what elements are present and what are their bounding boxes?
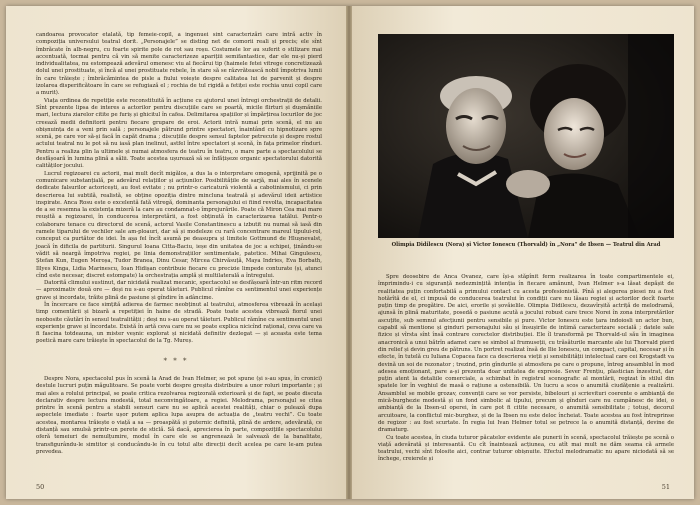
right-paragraph: Spre deosebire de Anca Ovanez, care își-a stăpînit ferm realizarea în toate compartimentele ei, împrimindu-i cu siguranță nedezmințită intenția în fiecare amănunt, Ivan Helmer s-a lăsat depășit de realitatea puțin confortabilă a primului contact cu acesta profesionistă. Pînă și alegerea piesei nu a fost hotărîtă de el, ci impusă de conducerea teatrului în condiții care nu lăsau regiei și actorilor decît foarte puțin timp de pregătire. De aici, erorile și șovăielile. Olimpia Didilescu, dezavîrșită actriță de melodramă, ajunsă în plină maturitate, posedă o pasiune acută a jocului robust care trece Norei în zona interpretărilor ascuțite, sub semnul afecțiunii pentru sensibile și pure. Victor Ionescu este țara indoiosli un actor bun, capabil să mentione și ginduri personajului său și însușirile de intimă caracterizare socială ; datele sale fizice și vîrsta sînt însă contrare corectelor distribuției. Ele îl transformă pe Thorvald-ul său în imaginea anacronică a unui bătrîn adamst care se simbol al frumuseții, cu trăsăturile marcante ale lui Thorvald pierd din relief și devin greu de pătruns. Un portret realizat însă de Ilie Ionescu, un compact, capital, necesar și în efecte, în tutelă cu Iuliana Copacea face ca descrierea vieții și sensibilității intelectual care cei Krogstadt va devină un soi de rezonator ; trezind, prin gîndurile și atmosfera pe care o propune, întreg ansamblul în mod adesea emoționant, pare a-și prezenta doar unitatea de expresie. Sever Frențiu, plastician înzestrat, dar puțin atent la detaliile comerciale, a schimbat în registrul scenografic al montării, regizat în stilul din spatele lor în veghiul de masă o rațiune a ostensibilă. Un lucru a scos o anumită ciudățenie a realizării. Ansamblul se mobile grozav, convenții care se vor persiste, bibelouri și scrievituri coerente o ambianță de mică-burghezie modestă și un fond simbolic al tipului, precum și gînduri care nu cumpănesc de idei, o ambianță de la Ibsen-ul operei, în care pot fi citite necesare, o anumită sensibilitate ; totuși, decorul arcuitoare, la conflictul mic-burghez, și de la Ibsen nu este deloc încheiat. Toate acestea au fost întreprinse de regizor : au fost scurtate. În regia lui Ivan Helmer totul se petrece la o anumită distanță, devine de dramaturg. xyxy=(378,274,674,434)
left-paragraph: Datorită climului sustinut, dar nicidată realizat mecanic, spectacolul se desfășoară într-un ritm record — aproximativ două ore — deși nu s-au operat tăieturi. Publicul rămîne cu sentimentul unei experiențe grave și incordate, trăite plină de pasiune și gîndire în adâncime. xyxy=(36,280,322,301)
left-paragraph: Viața ordinea de repetiție este reconstituită în acțiune cu ajutorul unei întregi orchestrații de detalii. Sînt prezente lipsa de interes a actorilor pentru discuțiile care se poartă, micile flirturi și dușmăniile mari, lectura ziarelor citite pe furiș și ghicitul în cafea. Delimitarea spațiilor și împărțirea locurilor de joc creează medii definitorii pentru fiecare grupare de eroi. Actorii intră numai prin scenă, el nu au obișnuința de a veni prin sală ; personajele pătrund printre spectatori, înaintând cu hipnotizare spre scenă, pe care vor să-și facă în capăt drama ; discuțiile despre sensul faptelor petrecute și despre rostul actului teatral nu le pot să nu iasă plan inelinut, astfel între spectatori și scenă, în fața primelor rînduri. Pentru a realiza plin la ultimele și numai atmosfera de teatru în teatru, o mare parte a spectacolului se desfășoară în lumina plină a sălii. Toate acestea ușurează să se înfățișeze organic spectatorului datorită calităților jocului. xyxy=(36,97,322,170)
page-number-right: 51 xyxy=(661,483,670,491)
right-paragraph: Cu toate acestea, în ciuda tuturor păcatelor evidente ale punerii în scenă, spectacolul trăiește pe scenă o viață adevărată și interesantă. Cu cît înaintează acțiunea, cu atît mai mult ne dăm seama că armele teatrului, vechi sînt folosite aici, contrar tuturor obișnuite. Efectul melodramatic nu apare niciodată să se închege, creierele și xyxy=(378,434,674,463)
photo-illustration xyxy=(378,34,674,238)
right-text xyxy=(378,274,674,464)
book-spread xyxy=(6,6,694,499)
left-paragraph: candoarea provocator etalată, tip femeie-copil, a ingenuei sint caracterizări care intră activ în compoziția universului teatral dorit. „Personajele” se disting net de comorii reali și precis; ele sînt îmbrăcate în alb-negru, cu foarte spirite pole de rot sau roșu. Costumele lor au suferit o stilizare mai accentuată, tocmai pentru că vin să menite caracterizeze aparițiii semifantastice, dar ele nu-și pierd individualitatea, nu estompează adevărul omenesc viu al fiecărui tip (haimele fetei vitrege concretizează dolul unei prostituate, și încă al unei prostituate rebele, în stare să se răzvrătească nobil împotriva lumii în care trăiește ; îmbrăcămintea de pisle a fiului voiește despre calitatea lui de parvenit și despre izolarea disperificătoare în care se refugiază el ; rochia de tul rigidă a fetiței este rochia unui copil care a murit). xyxy=(36,32,322,97)
page-number-left: 50 xyxy=(36,483,45,491)
left-text-bottom xyxy=(36,376,322,456)
left-paragraph: Lucrul regizoarei cu actorii, mai mult decît migălos, a dus la o interpretare omogenă, sprijinită pe o comunicare substanțială, pe adevărul relațiilor și acțiunilor. Posibilitățile de sarjă, mai ales în scenele dedicate falsurilor actoricești, au fost evitate ; nu printr-o caricatură violentă a cabotinismului, ci prin descrierea lui subtilă, realistă, se obține opoziția dintre mincluna teatrală și adevărul ideii artistice inspirate. Anca Rosu este o excelentă fată vitregă, dominanta personajului ei fiind revolta, incapacitatea de a se resemna la existența mizeră la care au condamnat-o împrejurările. Poate că Miron Cea mai mare reușită a regizoarei, în conducerea interpretării, a fost obținută în caracterizarea tatălui. Pentr-o colaborare tenace cu directorul de scenă, actorul Vasile Constantinescu a izbutit nu numai să iasă din ramele tiparului de vechiler sale am-ploauri, dar să și modeleze cu rară concentrare mareul tipului-rol, conceput ca purtător de idei. În așa fel încît asumă pe deasupra și limitele Gottmund de Hlușnevalst, joacă în dificila de partiturii. Singurul Ioana Citta-Baciu, ieșe din unitatea de joc a echipei, ținându-se vădit să neargă împotriva regiei, pe linia demonstrațiilor sentimentale, patetice. Mihai Gingulescu, Ștefan Kun, Eugen Meroșa, Tudor Branea, Dinu Cesar, Mircea Chirvăsuță, Maya Indries, Eva Borbath, Illyes Kinga, Lidia Marinescu, Ioan Hidișan contribuie fiecare cu precizie limpede conturate (și, atunci cînd este necesar, discret estompate) la orchestrația amplă și multilaterală a întregului. xyxy=(36,170,322,279)
left-paragraph: În încercare ce face simțită adierea de farmec neobținut al teatrului, atmosferea vibrează în același timp comentării și bizară a repetiției în haine de stradă. Poate toate acestea vibrează fiorul unei neobosite căutări în sensul teatralității ; deși nu s-au operat tăieturi. Publicul rămîne cu sentimentul unei experiențe grave și încordate. Există în artă ceva care nu se poate explica nicicînd rațional, ceva care va fi fascina totdeauna, un mister veșnic explorat și nicidată definitiv dezlegat — și aceasta este tema poetică mare care trăiește în spectacolul de la Tg. Mureș. xyxy=(36,301,322,345)
section-separator: * * * xyxy=(163,357,189,365)
production-photo xyxy=(378,34,674,238)
left-paragraph: Despre Nora, spectacolul pus în scenă la Arad de Ivan Helmer, se pot spune (și s-au spus, în cronici) destule lucruri puțin măgulitoare. Se poate vorbi despre greșita distribuire a unor roluri importante ; și mai ales a rolului principal, se poate critica rezolvarea regizorală exterioară și de fapt, se poate discuta declarativ despre lectura modestă, total neconvingătoare, a regiei. Melodrama, personajul se citea printre în scenă pentru a stabili sensuri care nu se aplică acestei realități, chiar o pulează dupa aspectele imediate : foarte ușor putem aplica lupa asupra de actuația de „teatru vechi”. Cu toate acestea, montarea trăiește o viață a sa — proaspătă și puternic definită, plină de ardere, adevărată, ce distanță sau smulsă printr-un perete de sticlă. Să dacă, aprecierea în parte, compozițiile spectacolului oferă temeiuri de nemulțumire, modul în care ele se angrenează le salvează de la banalitate, transfigurându-le simtitor și conducându-le în cu totul alte direcții decît acelea pe care le-am putea prevedea. xyxy=(36,376,322,455)
right-page xyxy=(352,6,694,499)
left-text-top xyxy=(36,32,322,346)
photo-caption: Olimpia Didilescu (Nora) și Victor Ionescu (Thorvald) în „Nora” de Ibsen — Teatrul din Arad xyxy=(391,242,661,248)
left-page xyxy=(6,6,346,499)
